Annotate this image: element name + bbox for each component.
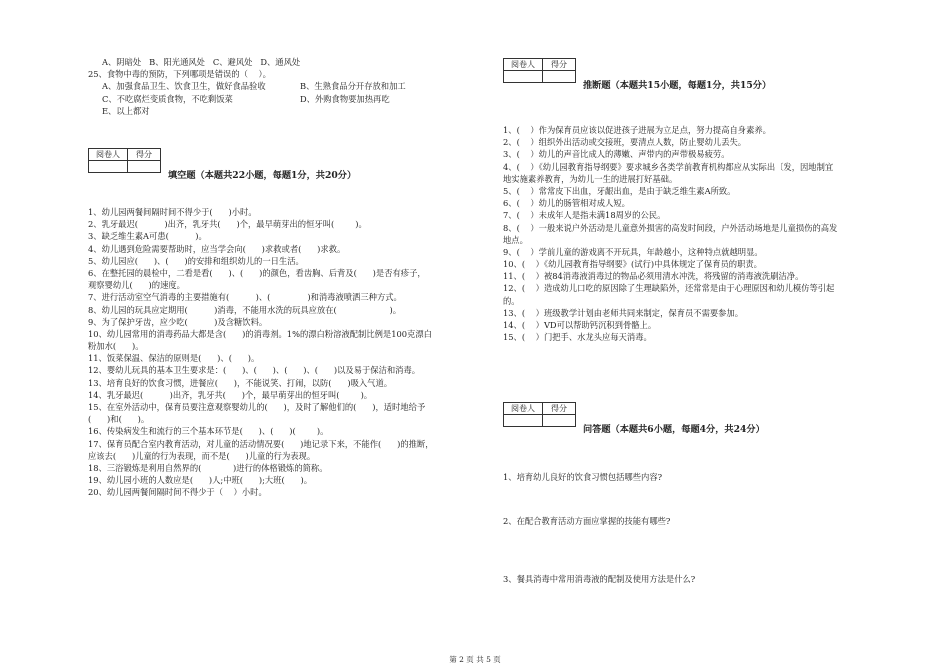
judge-question-line: 6、( ）幼儿的肠管相对成人短。 <box>503 198 630 209</box>
fill-question-line: 6、在整托园的晨检中，二看是看( )、( )的颜色，看齿胸、后背及( )是否有疹子， <box>88 267 426 278</box>
judge-question-line: 2、( ）组织外出活动或交接班，要清点人数，防止婴幼儿丢失。 <box>503 137 747 148</box>
fill-question-line: 应该去( )儿童的行为表现，而不是( )儿童的行为表现。 <box>88 450 316 461</box>
fill-question-line: 粉加水( )。 <box>88 341 144 352</box>
fill-question-line: 14、乳牙最迟( )出齐，乳牙共( )个，最早萌芽出的恒牙叫( )。 <box>88 389 373 400</box>
qa-question-1: 1、培育幼儿良好的饮食习惯包括哪些内容? <box>503 472 663 482</box>
judge-question-line: 5、( ）常常皮下出血，牙龈出血，是由于缺乏维生素A所致。 <box>503 185 736 196</box>
judge-question-list <box>503 124 883 343</box>
q25-option-d: D、外购食物要加热再吃 <box>300 93 390 104</box>
judge-question-line: 1、( ）作为保育员应该以促进孩子进展为立足点，努力提高自身素养。 <box>503 125 771 135</box>
left-choice-block <box>88 56 468 117</box>
score-label: 得分 <box>543 403 576 415</box>
fill-question-line: 3、缺乏维生素A可患( )。 <box>88 231 207 242</box>
fill-section-title: 填空题（本题共22小题，每题1分，共20分） <box>168 170 357 181</box>
q25-option-row <box>88 93 468 105</box>
score-cell <box>543 71 576 83</box>
judge-score-box <box>503 58 576 83</box>
judge-question-line: 7、( ）未成年人是指未满18周岁的公民。 <box>503 210 666 221</box>
judge-question-line: 15、( ）门把手、水龙头应每天消毒。 <box>503 332 652 343</box>
reviewer-label: 阅卷人 <box>504 403 543 415</box>
qa-section-title: 问答题（本题共6小题，每题4分，共24分） <box>583 424 765 435</box>
judge-question-line: 4、( ）《幼儿园教育指导纲要》要求城乡各类学前教育机构都应从实际出〔发，因地制宜 <box>503 161 834 172</box>
fill-question-line: 17、保育员配合室内教育活动，对儿童的活动情况要( )地记录下来，不能作( )的推断， <box>88 438 434 449</box>
fill-question-line: 2、乳牙最迟( )出齐，乳牙共( )个，最早萌芽出的恒牙叫( )。 <box>88 219 367 230</box>
fill-question-line: 5、幼儿园应( )、( )的安排和组织幼儿的一日生活。 <box>88 255 304 266</box>
score-cell <box>128 161 161 173</box>
reviewer-cell <box>504 415 543 427</box>
judge-question-line: 地点。 <box>503 234 528 245</box>
q25-stem: 25、食物中毒的预防，下列哪项是错误的（ ）。 <box>88 69 271 80</box>
fill-question-line: 18、三浴锻炼是利用自然界的( )进行的体格锻炼的简称。 <box>88 462 328 473</box>
fill-score-box <box>88 148 161 173</box>
fill-question-line: 4、幼儿遇到危险需要帮助时，应当学会向( )求救或者( )求救。 <box>88 243 346 254</box>
judge-section-title: 推断题（本题共15小题，每题1分，共15分） <box>583 80 772 91</box>
judge-question-line: 8、( ）一般来说户外活动是儿童意外损害的高发时间段，户外活动场地是儿童损伤的高发 <box>503 222 838 233</box>
fill-question-line: 观察婴幼儿( )的速度。 <box>88 280 185 291</box>
fill-question-line: 20、幼儿园两餐间隔时间不得少于（ ）小时。 <box>88 487 267 498</box>
fill-question-list <box>88 206 483 499</box>
fill-question-line: 1、幼儿园两餐间隔时间不得少于( )小时。 <box>88 207 257 217</box>
q25-option-row <box>88 80 468 92</box>
judge-question-line: 地实施素养教育，为幼儿一生的进展打好基础。 <box>503 173 678 184</box>
fill-question-line: 9、为了保护牙齿，应少吃( )及含糖饮料。 <box>88 316 268 327</box>
fill-question-line: 19、幼儿园小班的人数应是( )人;中班( );大班( )。 <box>88 475 313 486</box>
fill-question-line: 12、婴幼儿玩具的基本卫生要求是：( )、( )、( )、( )以及易于保洁和消毒。 <box>88 365 421 376</box>
fill-question-line: ( )和( )。 <box>88 414 150 425</box>
qa-score-box <box>503 402 576 427</box>
fill-question-line: 13、培育良好的饮食习惯，进餐应( )，不能说笑、打闹，以防( )吸入气道。 <box>88 377 393 388</box>
page-footer: 第 2 页 共 5 页 <box>449 655 501 664</box>
reviewer-label: 阅卷人 <box>89 149 128 161</box>
fill-question-line: 16、传染病发生和流行的三个基本环节是( )、( )( )。 <box>88 426 329 437</box>
score-cell <box>543 415 576 427</box>
judge-question-line: 3、( ）幼儿的声音比成人的薄嫩、声带内的声带极易疲劳。 <box>503 149 730 160</box>
fill-question-line: 10、幼儿园常用的消毒药品大都是含( )的消毒剂。1%的漂白粉溶液配制比例是100克漂白 <box>88 328 432 339</box>
fill-question-line: 11、饭菜保温、保洁的原则是( )、( )。 <box>88 353 260 364</box>
q25-option-b: B、生熟食品分开存放和加工 <box>300 81 406 92</box>
reviewer-cell <box>504 71 543 83</box>
judge-question-line: 12、( ）造成幼儿口吃的原因除了生理缺陷外，还常常是由于心理原因和幼儿模仿等引起 <box>503 283 835 294</box>
reviewer-cell <box>89 161 128 173</box>
judge-question-line: 的。 <box>503 295 520 306</box>
reviewer-label: 阅卷人 <box>504 59 543 71</box>
score-label: 得分 <box>128 149 161 161</box>
q24-options: A、阴暗处 B、阳光通风处 C、避风处 D、通风处 <box>102 57 301 67</box>
judge-question-line: 11、( ）被84消毒液消毒过的物品必须用清水冲洗，将残留的消毒液洗刷洁净。 <box>503 271 804 282</box>
fill-question-line: 7、进行活动室空气消毒的主要措施有( )、( )和消毒液喷洒三种方式。 <box>88 292 402 303</box>
fill-question-line: 8、幼儿园的玩具应定期用( )消毒，不能用水洗的玩具应放在( )。 <box>88 304 402 315</box>
score-label: 得分 <box>543 59 576 71</box>
judge-question-line: 9、( ）学前儿童的游戏离不开玩具，年龄越小，这种特点就越明显。 <box>503 246 763 257</box>
judge-question-line: 14、( ）VD可以帮助钙沉积到骨骼上。 <box>503 320 657 330</box>
qa-question-3: 3、餐具消毒中常用消毒液的配制及使用方法是什么? <box>503 574 696 584</box>
judge-question-line: 13、( ）班级教学计划由老师共同来制定，保育员不需要参加。 <box>503 307 744 318</box>
q25-option-c: C、不吃腐烂变质食物，不吃剩饭菜 <box>102 93 233 104</box>
q25-option-e: E、以上都对 <box>102 105 150 116</box>
q25-option-a: A、加强食品卫生、饮食卫生，做好食品验收 <box>102 81 266 92</box>
fill-question-line: 15、在室外活动中，保育员要注意观察婴幼儿的( )，及时了解他们的( )，适时地给予 <box>88 402 426 412</box>
judge-question-line: 10、( ）《幼儿园教育指导纲要》(试行)中具体规定了保育员的职责。 <box>503 259 762 270</box>
qa-question-2: 2、在配合教育活动方面应掌握的技能有哪些? <box>503 516 671 526</box>
